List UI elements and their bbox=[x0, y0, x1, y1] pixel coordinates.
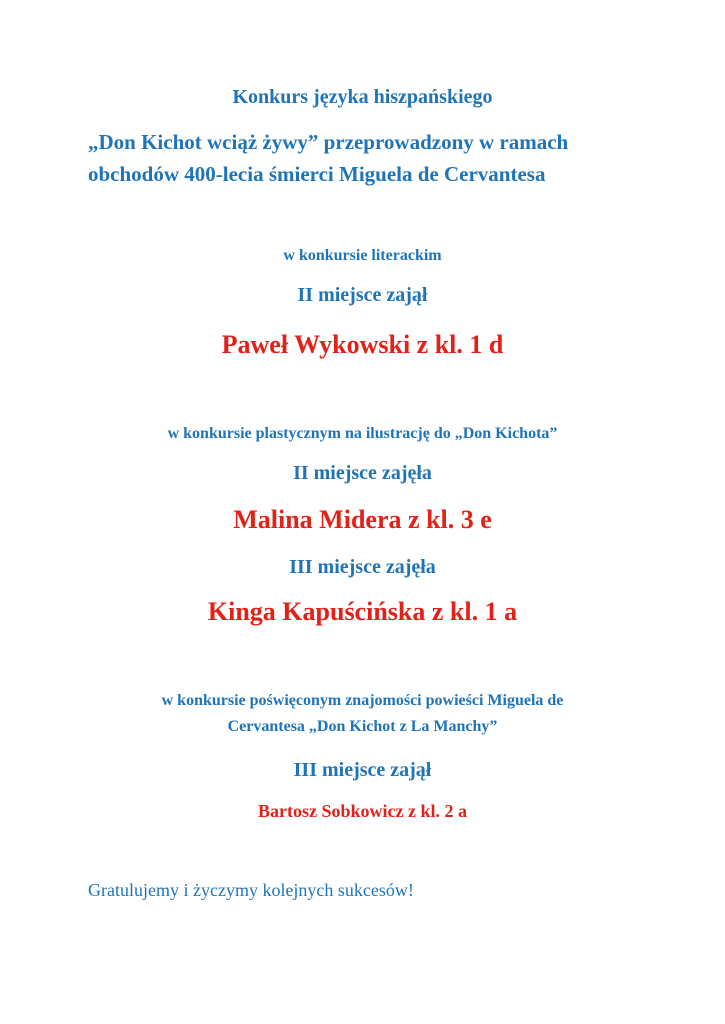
knowledge-place-label: III miejsce zajął bbox=[293, 759, 432, 781]
art-contest-heading: w konkursie plastycznym na ilustrację do „Don Kichota” bbox=[167, 425, 558, 442]
literary-place-label: II miejsce zajął bbox=[297, 284, 428, 306]
knowledge-contest-heading-line2: Cervantesa „Don Kichot z La Manchy” bbox=[227, 718, 498, 735]
literary-winner: Paweł Wykowski z kl. 1 d bbox=[221, 330, 504, 359]
art-third-place-label: III miejsce zajęła bbox=[289, 556, 436, 578]
closing-congratulations: Gratulujemy i życzymy kolejnych sukcesów! bbox=[88, 880, 414, 900]
document-subtitle-line1: „Don Kichot wciąż żywy” przeprowadzony w ramach bbox=[88, 130, 569, 154]
document-title: Konkurs języka hiszpańskiego bbox=[232, 86, 493, 108]
knowledge-winner: Bartosz Sobkowicz z kl. 2 a bbox=[258, 801, 467, 821]
knowledge-contest-heading-line1: w konkursie poświęconym znajomości powieści Miguela de bbox=[161, 692, 564, 709]
document-subtitle-line2: obchodów 400-lecia śmierci Miguela de Cervantesa bbox=[88, 162, 546, 186]
art-third-place-winner: Kinga Kapuścińska z kl. 1 a bbox=[207, 597, 518, 626]
literary-contest-heading: w konkursie literackim bbox=[283, 247, 442, 264]
art-second-place-label: II miejsce zajęła bbox=[293, 462, 432, 484]
art-second-place-winner: Malina Midera z kl. 3 e bbox=[233, 505, 492, 534]
